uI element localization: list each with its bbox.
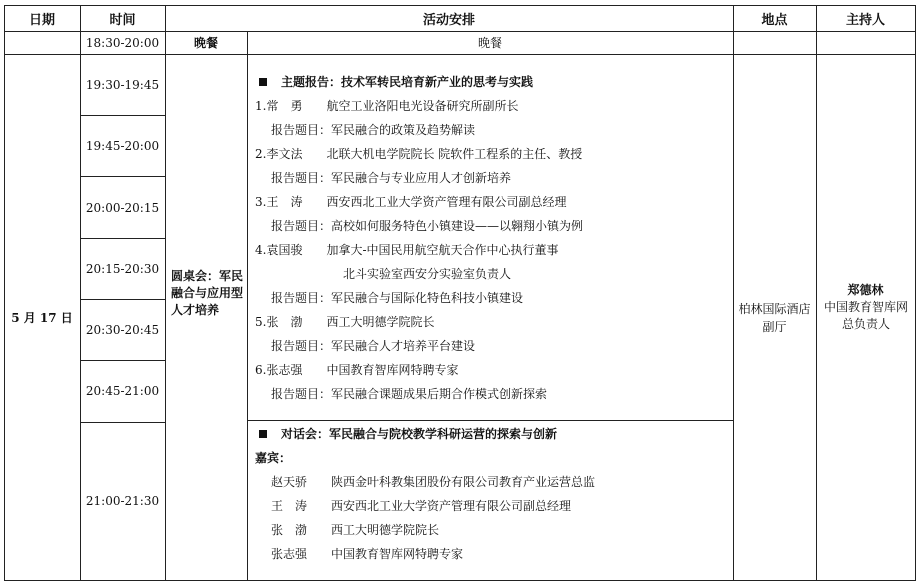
session-title: 圆桌会：军民融合与应用型人才培养 (171, 269, 244, 317)
keynote-line: 报告题目：军民融合与专业应用人才创新培养 (271, 171, 512, 185)
keynote-line: 4.袁国骏 加拿大-中国民用航空航天合作中心执行董事 (255, 243, 559, 257)
keynote-line: 报告题目：军民融合人才培养平台建设 (271, 339, 476, 353)
host-title: 中国教育智库网总负责人 (824, 300, 909, 331)
header-time: 时间 (109, 13, 136, 28)
rule-right (915, 5, 916, 581)
square-bullet-icon (259, 78, 267, 86)
rule-activity-venue (733, 5, 734, 581)
time-slot: 19:45-20:00 (85, 139, 160, 153)
rule-slot-3 (80, 238, 165, 239)
keynote-line: 报告题目：军民融合课题成果后期合作模式创新探索 (271, 387, 548, 401)
dinner-label: 晚餐 (193, 36, 218, 50)
host-name: 郑德林 (847, 283, 884, 297)
dinner-content: 晚餐 (477, 36, 502, 50)
rule-slot-1 (80, 115, 165, 116)
rule-dinner (4, 54, 916, 55)
rule-session-content (247, 31, 248, 581)
time-slot: 20:30-20:45 (85, 323, 160, 337)
rule-slot-6 (80, 422, 165, 423)
time-slot: 21:00-21:30 (85, 494, 160, 508)
venue-cell: 柏林国际酒店副厅 (738, 302, 811, 334)
guest-line: 张 渤 西工大明德学院院长 (271, 523, 440, 537)
rule-slot-4 (80, 299, 165, 300)
guest-line: 赵天骄 陕西金叶科教集团股份有限公司教育产业运营总监 (271, 475, 596, 489)
dinner-time: 18:30-20:00 (85, 36, 160, 50)
rule-bottom (4, 580, 916, 581)
keynote-line: 报告题目：军民融合与国际化特色科技小镇建设 (271, 291, 524, 305)
keynote-title-text: 主题报告：技术军转民培育新产业的思考与实践 (281, 75, 534, 89)
header-host: 主持人 (845, 13, 885, 28)
dialogue-title-text: 对话会：军民融合与院校教学科研运营的探索与创新 (281, 427, 558, 441)
time-slot: 20:45-21:00 (85, 384, 160, 398)
guest-line: 张志强 中国教育智库网特聘专家 (271, 547, 464, 561)
rule-top (4, 5, 916, 6)
keynote-line: 3.王 涛 西安西北工业大学资产管理有限公司副总经理 (255, 195, 567, 209)
rule-slot-5 (80, 360, 165, 361)
square-bullet-icon (259, 430, 267, 438)
date-cell: 5 月 17 日 (11, 311, 73, 325)
time-slot: 19:30-19:45 (85, 78, 160, 92)
rule-slot-2 (80, 176, 165, 177)
keynote-line: 报告题目：高校如何服务特色小镇建设——以翱翔小镇为例 (271, 219, 584, 233)
rule-time-session (165, 5, 166, 581)
guest-line: 王 涛 西安西北工业大学资产管理有限公司副总经理 (271, 499, 572, 513)
time-slot: 20:00-20:15 (85, 201, 160, 215)
header-date: 日期 (28, 13, 55, 28)
keynote-line: 2.李文法 北联大机电学院院长 院软件工程系的主任、教授 (255, 147, 583, 161)
keynote-line: 1.常 勇 航空工业洛阳电光设备研究所副所长 (255, 99, 519, 113)
header-venue: 地点 (761, 13, 788, 28)
guests-label: 嘉宾： (255, 451, 292, 465)
rule-header (4, 31, 916, 32)
keynote-line: 5.张 渤 西工大明德学院院长 (255, 315, 435, 329)
header-activity: 活动安排 (422, 13, 475, 28)
keynote-line: 6.张志强 中国教育智库网特聘专家 (255, 363, 459, 377)
dialogue-title (259, 426, 557, 442)
rule-activity-split (247, 420, 733, 421)
keynote-line: 报告题目：军民融合的政策及趋势解读 (271, 123, 476, 137)
keynote-line: 北斗实验室西安分实验室负责人 (343, 267, 512, 281)
time-slot: 20:15-20:30 (85, 262, 160, 276)
keynote-title (259, 74, 533, 90)
rule-left (4, 5, 5, 581)
